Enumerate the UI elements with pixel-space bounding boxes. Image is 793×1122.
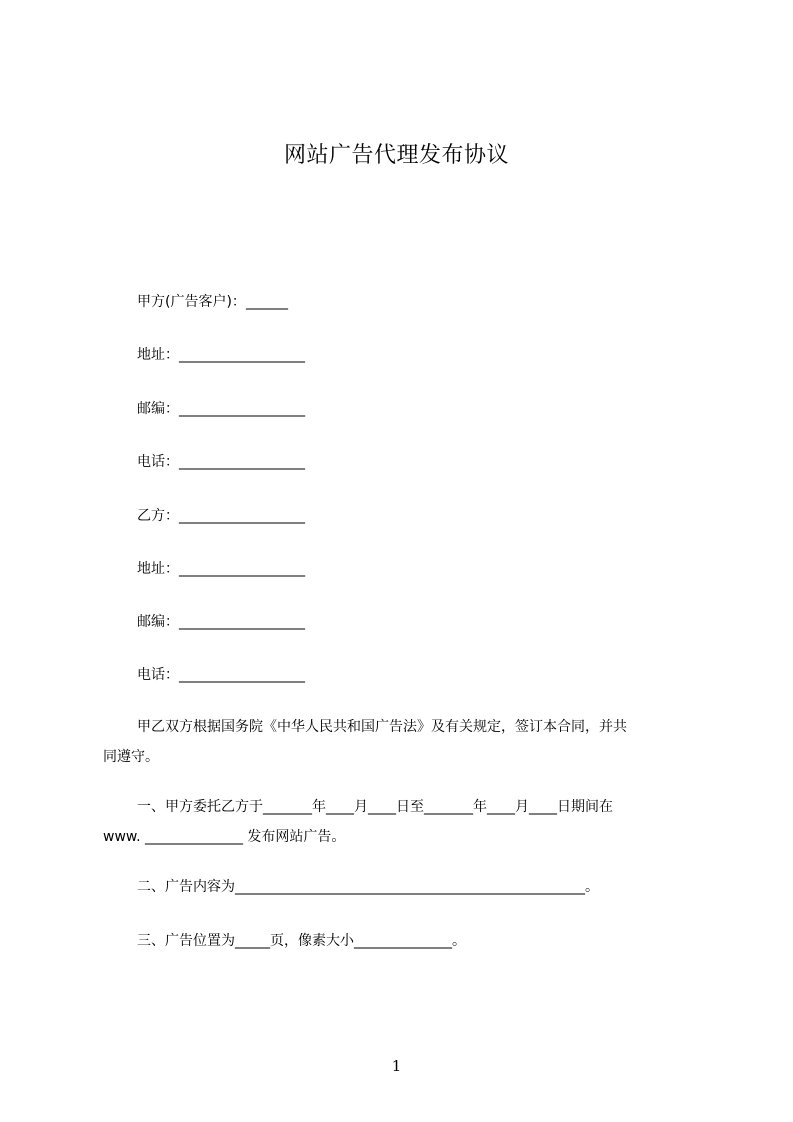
page-number: 1 <box>391 1057 402 1075</box>
party-b-phone-blank: __________________ <box>179 667 305 683</box>
party-a-address-label: 地址： <box>137 347 179 363</box>
party-a-postcode-label: 邮编： <box>137 401 179 417</box>
intro-line-1: 甲乙双方根据国务院《中华人民共和国广告法》及有关规定，签订本合同，并共 <box>137 719 627 735</box>
document-title: 网站广告代理发布协议 <box>283 143 509 168</box>
party-b-label: 乙方： <box>137 508 179 524</box>
party-b-phone-field <box>137 665 305 685</box>
clause-2-paragraph <box>103 872 703 902</box>
clause-3-text: 三、广告位置为_____页，像素大小______________。 <box>137 933 466 949</box>
intro-paragraph <box>103 712 703 772</box>
party-a-phone-field <box>137 452 305 472</box>
party-b-address-label: 地址： <box>137 561 179 577</box>
clause-1-line-2: www. ______________ 发布网站广告。 <box>103 829 346 845</box>
party-b-blank: __________________ <box>179 508 305 524</box>
party-a-address-blank: __________________ <box>179 347 305 363</box>
party-b-field <box>137 506 305 526</box>
party-b-address-blank: __________________ <box>179 561 305 577</box>
intro-line-2: 同遵守。 <box>103 749 159 765</box>
party-a-postcode-blank: __________________ <box>179 401 305 417</box>
party-a-phone-label: 电话： <box>137 454 179 470</box>
party-a-label: 甲方(广告客户)： <box>137 294 246 310</box>
party-a-phone-blank: __________________ <box>179 454 305 470</box>
party-a-client-field <box>137 292 288 312</box>
clause-2-text: 二、广告内容为__________________________________________________。 <box>137 879 599 895</box>
party-a-blank: ______ <box>245 294 288 310</box>
party-a-address-field <box>137 345 305 365</box>
party-a-postcode-field <box>137 399 305 419</box>
party-b-postcode-field <box>137 612 305 632</box>
clause-3-paragraph <box>103 926 703 956</box>
party-b-postcode-blank: __________________ <box>179 614 305 630</box>
clause-1-paragraph <box>103 792 703 852</box>
party-b-phone-label: 电话： <box>137 667 179 683</box>
party-b-postcode-label: 邮编： <box>137 614 179 630</box>
clause-1-line-1: 一、甲方委托乙方于_______年____月____日至_______年____月____日期间在 <box>137 799 613 815</box>
party-b-address-field <box>137 559 305 579</box>
